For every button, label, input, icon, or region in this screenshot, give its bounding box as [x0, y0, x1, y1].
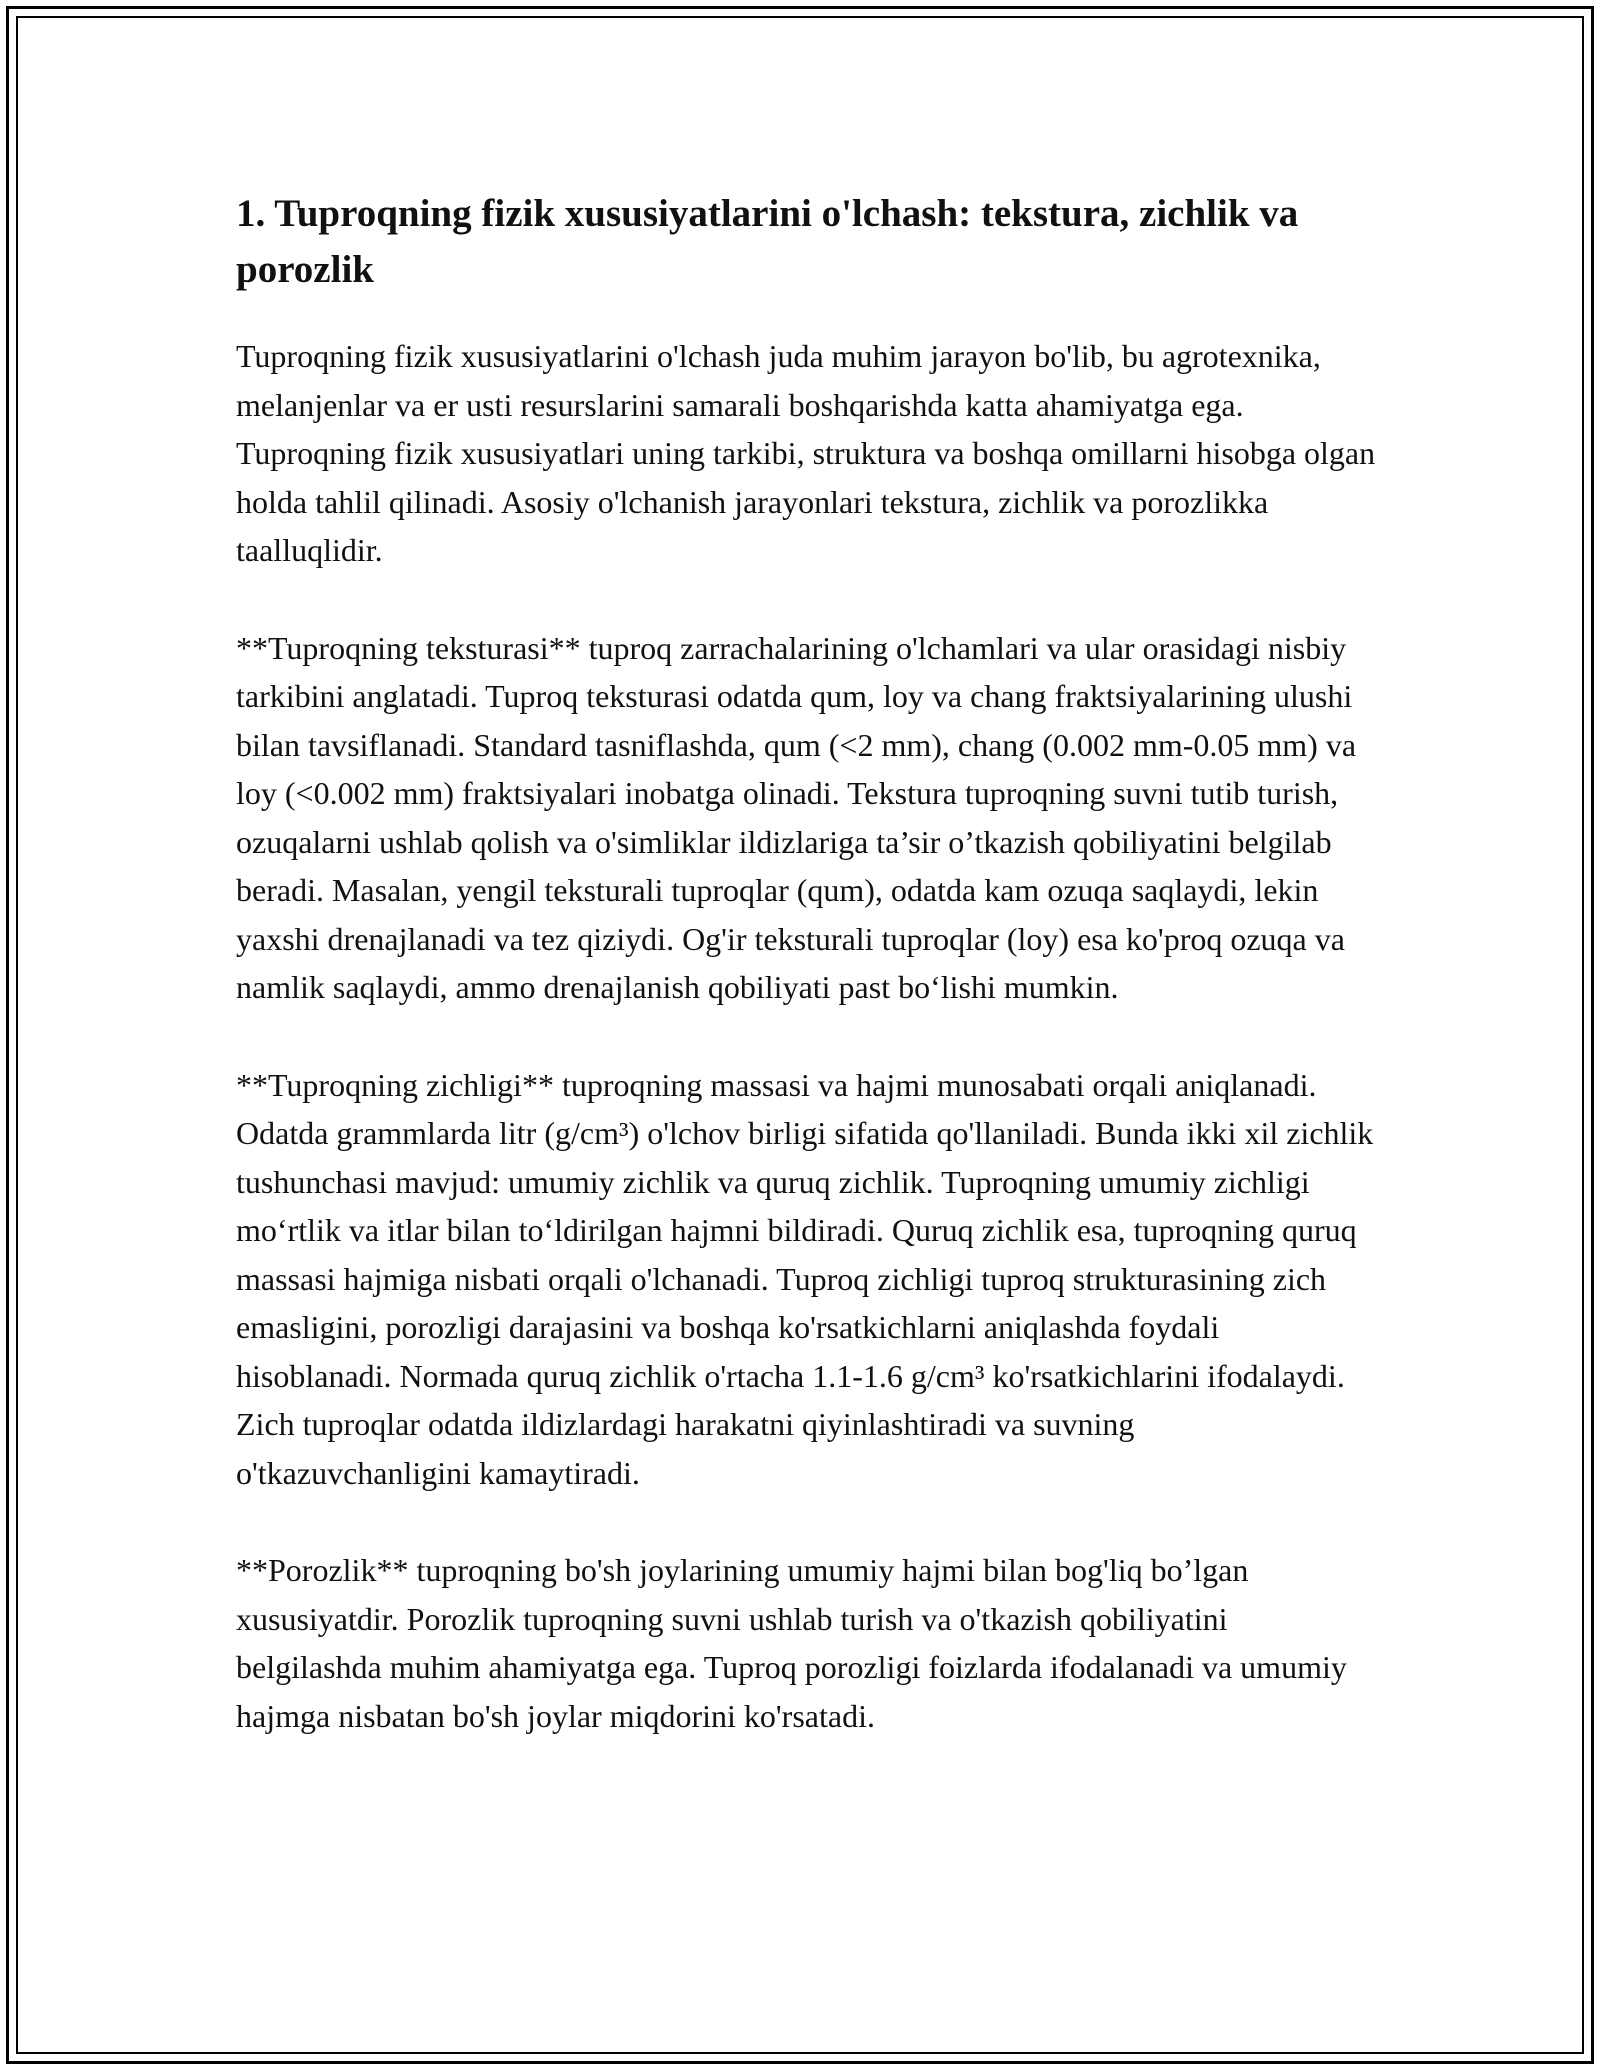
- paragraph-porosity: **Porozlik** tuproqning bo'sh joylarining umumiy hajmi bilan bog'liq bo’lgan xususiyatdir. Porozlik tuproqning suvni ushlab turish va o'tkazish qobiliyatini belgilashda muhim ahamiyatga ega. Tuproq porozligi foizlarda ifodalanadi va umumiy hajmga nisbatan bo'sh joylar miqdorini ko'rsatadi.: [236, 1552, 1347, 1734]
- document-title: 1. Tuproqning fizik xususiyatlarini o'lchash: tekstura, zichlik va porozlik: [236, 192, 1299, 291]
- paragraph-texture: **Tuproqning teksturasi** tuproq zarrachalarining o'lchamlari va ular orasidagi nisbiy tarkibini anglatadi. Tuproq teksturasi odatda qum, loy va chang fraktsiyalarining ulushi bilan tavsiflanadi. Standard tasniflashda, qum (<2 mm), chang (0.002 mm-0.05 mm) va loy (<0.002 mm) fraktsiyalari inobatga olinadi. Tekstura tuproqning suvni tutib turish, ozuqalarni ushlab qolish va o'simliklar ildizlariga ta’sir o’tkazish qobiliyatini belgilab beradi. Masalan, yengil teksturali tuproqlar (qum), odatda kam ozuqa saqlaydi, lekin yaxshi drenajlanadi va tez qiziydi. Og'ir teksturali tuproqlar (loy) esa ko'proq ozuqa va namlik saqlaydi, ammo drenajlanish qobiliyati past bo‘lishi mumkin.: [236, 629, 1357, 1005]
- paragraph-density: **Tuproqning zichligi** tuproqning massasi va hajmi munosabati orqali aniqlanadi. Odatda grammlarda litr (g/cm³) o'lchov birligi sifatida qo'llaniladi. Bunda ikki xil zichlik tushunchasi mavjud: umumiy zichlik va quruq zichlik. Tuproqning umumiy zichligi mo‘rtlik va itlar bilan to‘ldirilgan hajmni bildiradi. Quruq zichlik esa, tuproqning quruq massasi hajmiga nisbati orqali o'lchanadi. Tuproq zichligi tuproq strukturasining zich emasligini, porozligi darajasini va boshqa ko'rsatkichlarni aniqlashda foydali hisoblanadi. Normada quruq zichlik o'rtacha 1.1-1.6 g/cm³ ko'rsatkichlarini ifodalaydi. Zich tuproqlar odatda ildizlardagi harakatni qiyinlashtiradi va suvning o'tkazuvchanligini kamaytiradi.: [236, 1066, 1374, 1491]
- paragraph-introduction: Tuproqning fizik xususiyatlarini o'lchash juda muhim jarayon bo'lib, bu agrotexnika, melanjenlar va er usti resurslarini samarali boshqarishda katta ahamiyatga ega. Tuproqning fizik xususiyatlari uning tarkibi, struktura va boshqa omillarni hisobga olgan holda tahlil qilinadi. Asosiy o'lchanish jarayonlari tekstura, zichlik va porozlikka taalluqlidir.: [236, 338, 1376, 568]
- document-body: [236, 186, 1376, 1789]
